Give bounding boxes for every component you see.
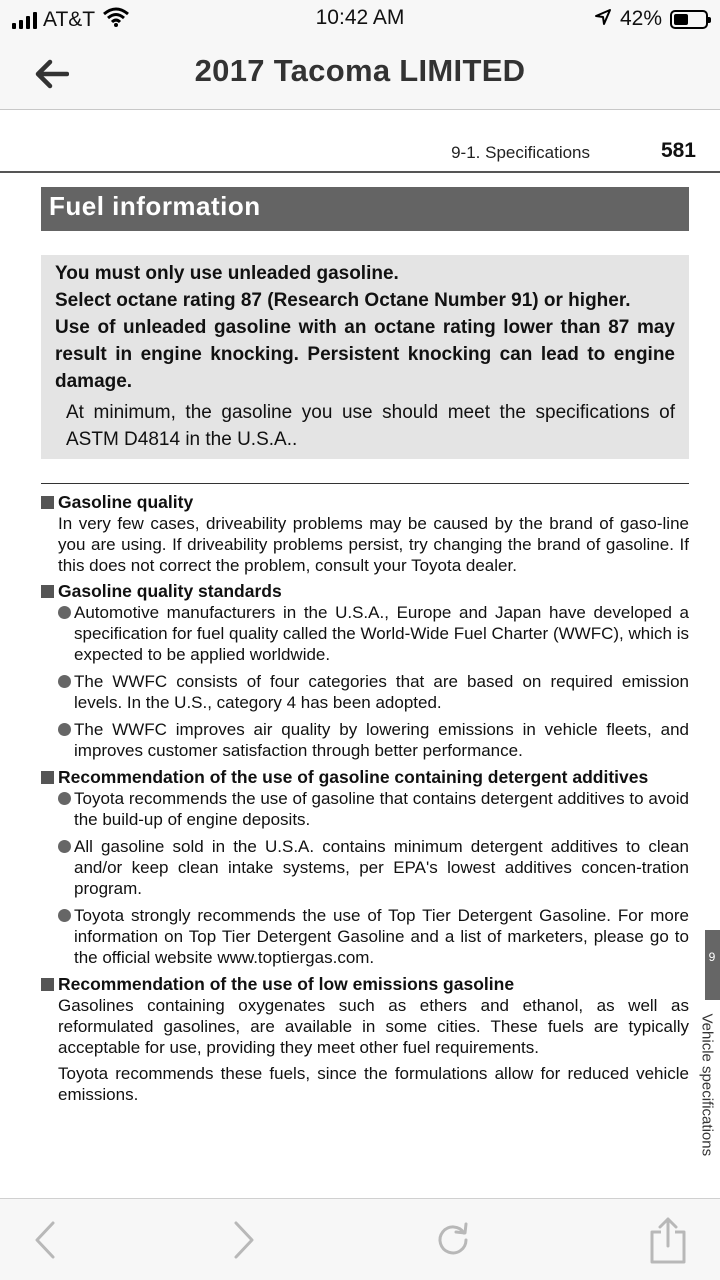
manual-body [41,492,689,1110]
list-item [41,719,689,761]
heading-text: Recommendation of the use of low emissions gasoline [58,974,515,994]
section-gasoline-quality [41,492,689,576]
circle-bullet-icon [58,675,71,688]
carrier-label: AT&T [43,7,96,31]
warning-line: Use of unleaded gasoline with an octane rating lower than 87 may result in engine knocking. Persistent knocking can lead to engine damage. [55,317,675,392]
paragraph: Toyota recommends these fuels, since the formulations allow for reduced vehicle emissions. [58,1064,689,1104]
square-bullet-icon [41,978,54,991]
list-item [41,788,689,830]
toolbar-forward-button[interactable] [219,1215,269,1265]
toolbar-share-button[interactable] [643,1215,693,1265]
list-item-text: Toyota recommends the use of gasoline that contains detergent additives to avoid the build-up of engine deposits. [74,789,689,829]
page-title: 2017 Tacoma LIMITED [194,53,526,88]
warning-note: At minimum, the gasoline you use should meet the specifications of ASTM D4814 in the U.S.A.. [66,402,675,450]
status-bar [0,0,720,38]
share-icon [648,1216,688,1264]
section-label: 9-1. Specifications [451,143,590,162]
nav-bar [0,38,720,110]
list-item-text: Toyota strongly recommends the use of Top Tier Detergent Gasoline. For more information on Top Tier Detergent Gasoline and a list of marketers, please go to the official website www.toptiergas.com. [74,906,689,967]
chapter-tab [705,930,720,1000]
section-heading [41,581,689,602]
square-bullet-icon [41,496,54,509]
toolbar-reload-button[interactable] [428,1215,478,1265]
square-bullet-icon [41,585,54,598]
warning-box [41,255,689,459]
paragraph: Gasolines containing oxygenates such as ethers and ethanol, as well as reformulated gasolines, are available in some cities. These fuels are typically acceptable for use, providing they meet other fuel requirements. [58,996,689,1057]
heading-text: Gasoline quality [58,492,194,512]
section-heading [41,767,689,788]
circle-bullet-icon [58,840,71,853]
circle-bullet-icon [58,606,71,619]
browser-toolbar [0,1198,720,1280]
heading-text: Recommendation of the use of gasoline containing detergent additives [58,767,649,787]
list-item-text: The WWFC consists of four categories that are based on required emission levels. In the U.S., category 4 has been adopted. [74,672,689,712]
warning-line: You must only use unleaded gasoline. [55,263,399,284]
list-item-text: All gasoline sold in the U.S.A. contains minimum detergent additives to clean and/or keep clean intake systems, per EPA's lowest additives concen-tration program. [74,837,689,898]
section-quality-standards [41,581,689,761]
circle-bullet-icon [58,792,71,805]
chevron-right-icon [232,1220,256,1260]
section-heading [41,492,689,513]
divider [41,483,689,484]
page-number: 581 [660,139,696,162]
list-item-text: Automotive manufacturers in the U.S.A., Europe and Japan have developed a specification for fuel quality called the World-Wide Fuel Charter (WWFC), which is expected to be applied worldwide. [74,603,689,664]
manual-page-header [0,135,720,173]
section-low-emissions [41,974,689,1105]
list-item [41,905,689,968]
heading-text: Gasoline quality standards [58,581,282,601]
circle-bullet-icon [58,909,71,922]
list-item [41,671,689,713]
reload-icon [435,1222,471,1258]
status-right [594,7,708,31]
square-bullet-icon [41,771,54,784]
status-time: 10:42 AM [315,6,405,29]
section-heading [41,974,689,995]
chapter-label: Vehicle specifications [698,1013,716,1157]
section-title: Fuel information [41,187,689,231]
chapter-tab-number: 9 [708,950,716,964]
warning-line: Select octane rating 87 (Research Octane Number 91) or higher. [55,290,631,311]
circle-bullet-icon [58,723,71,736]
battery-icon [670,10,708,29]
list-item [41,836,689,899]
location-icon [594,8,612,31]
toolbar-back-button[interactable] [20,1215,70,1265]
list-item-text: The WWFC improves air quality by lowering emissions in vehicle fleets, and improves customer satisfaction through better performance. [74,720,689,760]
paragraph: In very few cases, driveability problems may be caused by the brand of gaso-line you are using. If driveability problems persist, try changing the brand of gasoline. If this does not correct the problem, consult your Toyota dealer. [58,514,689,575]
chevron-left-icon [33,1220,57,1260]
section-detergent-additives [41,767,689,968]
list-item [41,602,689,665]
battery-percent: 42% [619,7,662,30]
